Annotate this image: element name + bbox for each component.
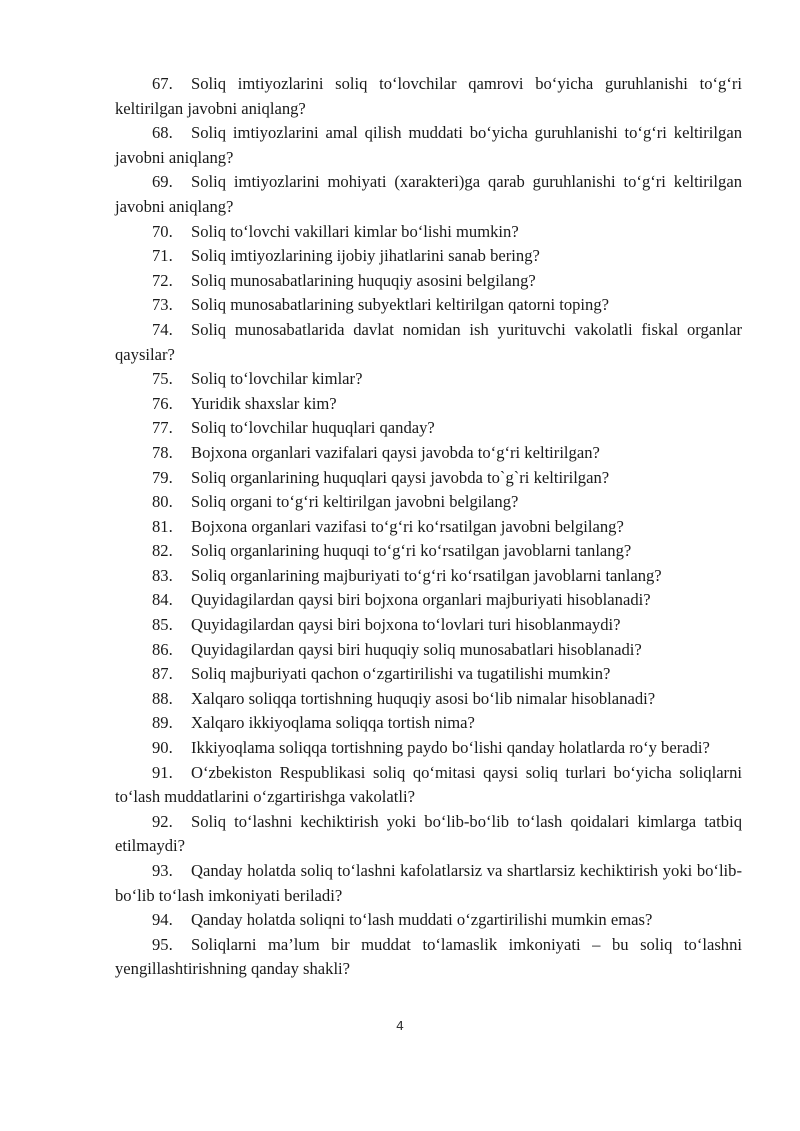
question-item [115, 244, 742, 269]
question-text: Soliq munosabatlarida davlat nomidan ish yurituvchi vakolatli fiskal organlar qaysilar? [115, 319, 742, 364]
question-number: 82. [152, 541, 173, 561]
question-item [115, 736, 742, 761]
question-item [115, 933, 742, 982]
question-number: 72. [152, 270, 173, 290]
question-text: Qanday holatda soliqni to‘lash muddati o‘zgartirilishi mumkin emas? [191, 910, 653, 930]
question-text: Ikkiyoqlama soliqqa tortishning paydo bo‘lishi qanday holatlarda ro‘y beradi? [191, 738, 710, 758]
question-item [115, 220, 742, 245]
question-text: Soliq organlarining huquqlari qaysi javobda to`g`ri keltirilgan? [191, 467, 610, 487]
question-text: Soliq imtiyozlarining ijobiy jihatlarini sanab bering? [191, 246, 540, 266]
question-number: 69. [152, 172, 173, 192]
question-number: 85. [152, 615, 173, 635]
question-item [115, 638, 742, 663]
question-item [115, 441, 742, 466]
question-item [115, 367, 742, 392]
question-number: 94. [152, 910, 173, 930]
question-number: 87. [152, 664, 173, 684]
question-item [115, 908, 742, 933]
question-number: 74. [152, 319, 173, 339]
page-number: 4 [396, 1018, 404, 1033]
question-text: Xalqaro soliqqa tortishning huquqiy asosi bo‘lib nimalar hisoblanadi? [191, 688, 656, 708]
question-text: Yuridik shaxslar kim? [191, 393, 337, 413]
question-number: 89. [152, 713, 173, 733]
question-number: 95. [152, 934, 173, 954]
question-text: Soliq to‘lovchi vakillari kimlar bo‘lishi mumkin? [191, 221, 519, 241]
question-text: Soliq imtiyozlarini mohiyati (xarakteri)ga qarab guruhlanishi to‘g‘ri keltirilgan javobni aniqlang? [115, 172, 742, 216]
question-item [115, 687, 742, 712]
question-text: Bojxona organlari vazifalari qaysi javobda to‘g‘ri keltirilgan? [191, 442, 600, 462]
question-text: Soliq organlarining huquqi to‘g‘ri ko‘rsatilgan javoblarni tanlang? [191, 541, 632, 561]
question-number: 70. [152, 221, 173, 241]
question-number: 86. [152, 639, 173, 659]
question-item [115, 170, 742, 219]
question-text: Soliq imtiyozlarini soliq to‘lovchilar qamrovi bo‘yicha guruhlanishi to‘g‘ri keltirilgan javobni aniqlang? [115, 74, 742, 118]
question-number: 91. [152, 762, 173, 782]
question-number: 68. [152, 123, 173, 143]
question-text: Soliq to‘lashni kechiktirish yoki bo‘lib-bo‘lib to‘lash qoidalari kimlarga tatbiq etilmaydi? [115, 811, 742, 856]
question-number: 75. [152, 369, 173, 389]
question-item [115, 318, 742, 367]
question-text: Soliq imtiyozlarini amal qilish muddati bo‘yicha guruhlanishi to‘g‘ri keltirilgan javobni aniqlang? [115, 123, 742, 167]
question-text: Soliqlarni ma’lum bir muddat to‘lamaslik imkoniyati – bu soliq to‘lashni yengillashtirishning qanday shakli? [115, 934, 742, 979]
question-number: 81. [152, 516, 173, 536]
question-item [115, 466, 742, 491]
question-item [115, 539, 742, 564]
question-number: 80. [152, 492, 173, 512]
question-item [115, 564, 742, 589]
question-text: Bojxona organlari vazifasi to‘g‘ri ko‘rsatilgan javobni belgilang? [191, 516, 624, 536]
question-item [115, 392, 742, 417]
question-item [115, 515, 742, 540]
question-number: 92. [152, 811, 173, 831]
question-text: Soliq organlarining majburiyati to‘g‘ri ko‘rsatilgan javoblarni tanlang? [191, 565, 662, 585]
question-item [115, 269, 742, 294]
question-item [115, 293, 742, 318]
question-text: O‘zbekiston Respublikasi soliq qo‘mitasi qaysi soliq turlari bo‘yicha soliqlarni to‘lash muddatlarini o‘zgartirishga vakolatli? [115, 762, 742, 807]
question-text: Soliq organi to‘g‘ri keltirilgan javobni belgilang? [191, 492, 519, 512]
question-number: 77. [152, 418, 173, 438]
question-number: 76. [152, 393, 173, 413]
question-item [115, 588, 742, 613]
question-number: 67. [152, 74, 173, 93]
question-text: Quyidagilardan qaysi biri bojxona organlari majburiyati hisoblanadi? [191, 590, 651, 610]
question-number: 78. [152, 442, 173, 462]
question-number: 71. [152, 246, 173, 266]
question-item [115, 859, 742, 908]
question-text: Quyidagilardan qaysi biri bojxona to‘lovlari turi hisoblanmaydi? [191, 615, 621, 635]
question-number: 84. [152, 590, 173, 610]
question-text: Xalqaro ikkiyoqlama soliqqa tortish nima? [191, 713, 475, 733]
question-number: 73. [152, 295, 173, 315]
question-item [115, 72, 742, 121]
question-item [115, 416, 742, 441]
question-text: Soliq munosabatlarining huquqiy asosini belgilang? [191, 270, 536, 290]
question-list [115, 72, 742, 982]
question-text: Soliq majburiyati qachon o‘zgartirilishi va tugatilishi mumkin? [191, 664, 611, 684]
question-item [115, 490, 742, 515]
question-text: Quyidagilardan qaysi biri huquqiy soliq munosabatlari hisoblanadi? [191, 639, 642, 659]
question-number: 88. [152, 688, 173, 708]
question-number: 83. [152, 565, 173, 585]
question-text: Qanday holatda soliq to‘lashni kafolatlarsiz va shartlarsiz kechiktirish yoki bo‘lib-bo‘lib to‘lash imkoniyati beriladi? [115, 861, 742, 905]
question-number: 90. [152, 738, 173, 758]
question-item [115, 613, 742, 638]
question-item [115, 662, 742, 687]
question-item [115, 121, 742, 170]
question-number: 93. [152, 861, 173, 880]
question-item [115, 810, 742, 859]
question-text: Soliq munosabatlarining subyektlari keltirilgan qatorni toping? [191, 295, 609, 315]
question-text: Soliq to‘lovchilar huquqlari qanday? [191, 418, 435, 438]
question-text: Soliq to‘lovchilar kimlar? [191, 369, 363, 389]
question-item [115, 711, 742, 736]
question-item [115, 761, 742, 810]
question-number: 79. [152, 467, 173, 487]
